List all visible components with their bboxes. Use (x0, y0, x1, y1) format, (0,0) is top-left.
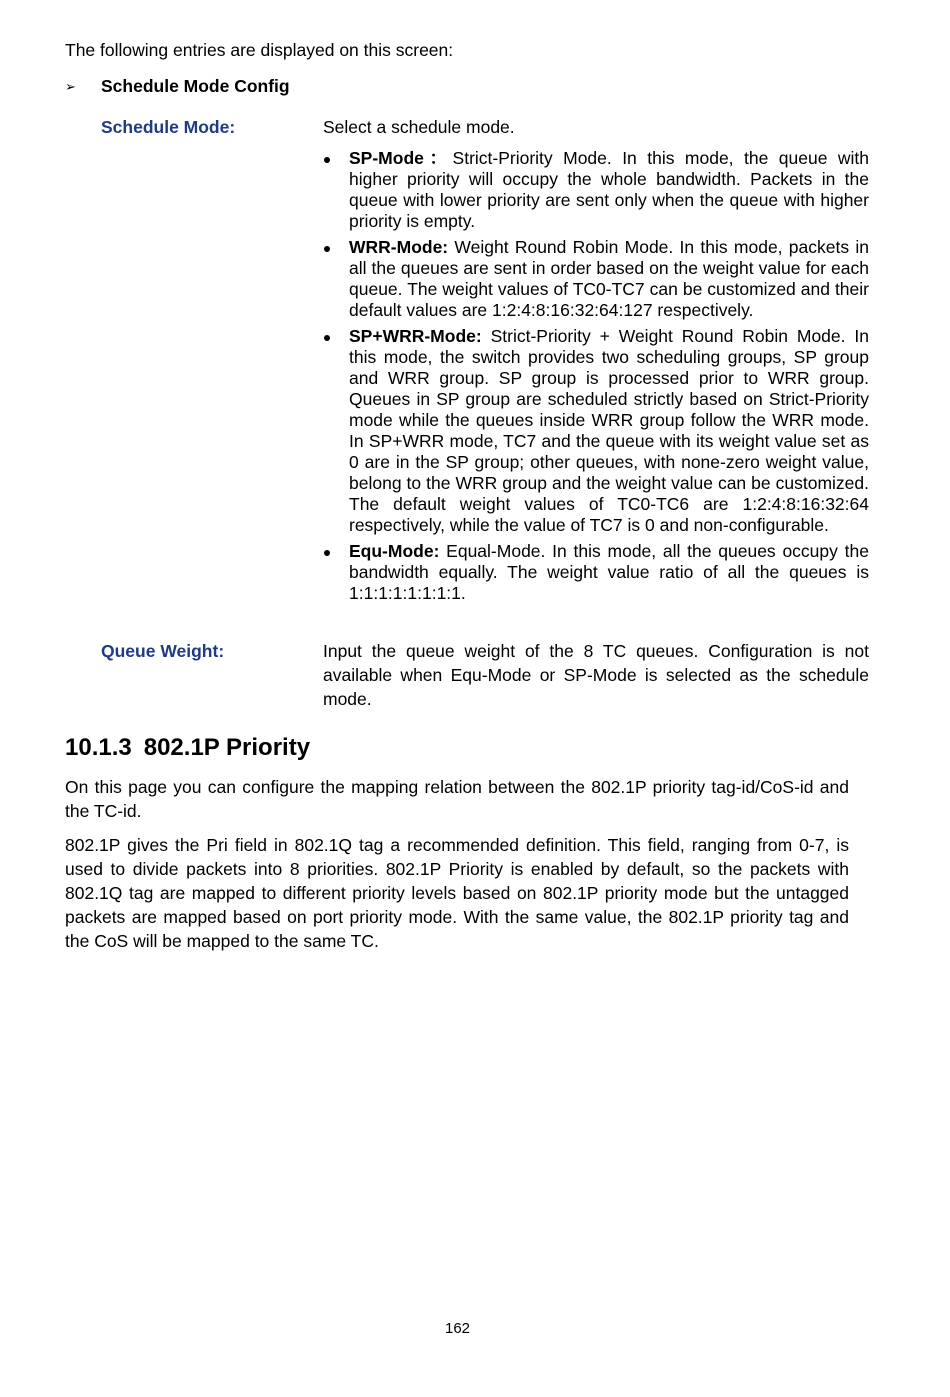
section-title: 802.1P Priority (143, 734, 311, 761)
list-item-sp-mode (323, 148, 869, 232)
option-text: Strict-Priority Mode. In this mode, the queue with higher priority will occupy the whole bandwidth. Packets in the queue with lower priority are sent only when the queue with higher priority is empty. (349, 148, 869, 231)
bullet-dot-icon (324, 335, 330, 341)
subsection-heading (65, 76, 865, 97)
intro-text: The following entries are displayed on this screen: (65, 40, 454, 60)
page-number: 162 (444, 1320, 471, 1337)
arrow-bullet-icon: ➢ (65, 79, 76, 94)
option-term: Equ-Mode: (349, 541, 440, 561)
bullet-dot-icon (324, 157, 330, 163)
schedule-mode-description: Select a schedule mode. (323, 117, 515, 137)
queue-weight-description: Input the queue weight of the 8 TC queues. Configuration is not available when Equ-Mode or SP-Mode is selected as the schedule mode. (323, 641, 869, 709)
list-item-sp-wrr-mode (323, 326, 869, 536)
option-text: Strict-Priority + Weight Round Robin Mode. In this mode, the switch provides two scheduling groups, SP group and WRR group. SP group is processed prior to WRR group. Queues in SP group are scheduled strictly based on Strict-Priority mode while the queues inside WRR group follow the WRR mode. In SP+WRR mode, TC7 and the queue with its weight value set as 0 are in the SP group; other queues, with none-zero weight value, belong to the WRR group and the weight value can be customized. The default weight values of TC0-TC6 are 1:2:4:8:16:32:64 respectively, while the value of TC7 is 0 and non-configurable. (349, 326, 869, 535)
subsection-title: Schedule Mode Config (101, 76, 290, 96)
section-number: 10.1.3 (65, 734, 132, 761)
option-term: SP-Mode： (349, 148, 453, 168)
schedule-mode-label: Schedule Mode: (101, 117, 236, 137)
list-item-equ-mode (323, 541, 869, 604)
paragraph: 802.1P gives the Pri field in 802.1Q tag a recommended definition. This field, ranging from 0-7, is used to divide packets into 8 priorities. 802.1P Priority is enabled by default, so the packets with 802.1Q tag are mapped to different priority levels based on 802.1P priority mode but the untagged packets are mapped based on port priority mode. With the same value, the 802.1P priority tag and the CoS will be mapped to the same TC. (65, 835, 849, 951)
queue-weight-label: Queue Weight: (101, 641, 225, 661)
bullet-dot-icon (324, 550, 330, 556)
section-heading (65, 733, 310, 763)
list-item-wrr-mode (323, 237, 869, 321)
bullet-dot-icon (324, 246, 330, 252)
paragraph: On this page you can configure the mapping relation between the 802.1P priority tag-id/CoS-id and the TC-id. (65, 777, 849, 821)
option-term: SP+WRR-Mode: (349, 326, 482, 346)
schedule-mode-options (323, 148, 869, 609)
option-term: WRR-Mode: (349, 237, 449, 257)
option-text: Weight Round Robin Mode. In this mode, packets in all the queues are sent in order based on the weight value for each queue. The weight values of TC0-TC7 can be customized and their default values are 1:2:4:8:16:32:64:127 respectively. (349, 237, 869, 320)
option-text: Equal-Mode. In this mode, all the queues occupy the bandwidth equally. The weight value ratio of all the queues is 1:1:1:1:1:1:1:1. (349, 541, 869, 603)
